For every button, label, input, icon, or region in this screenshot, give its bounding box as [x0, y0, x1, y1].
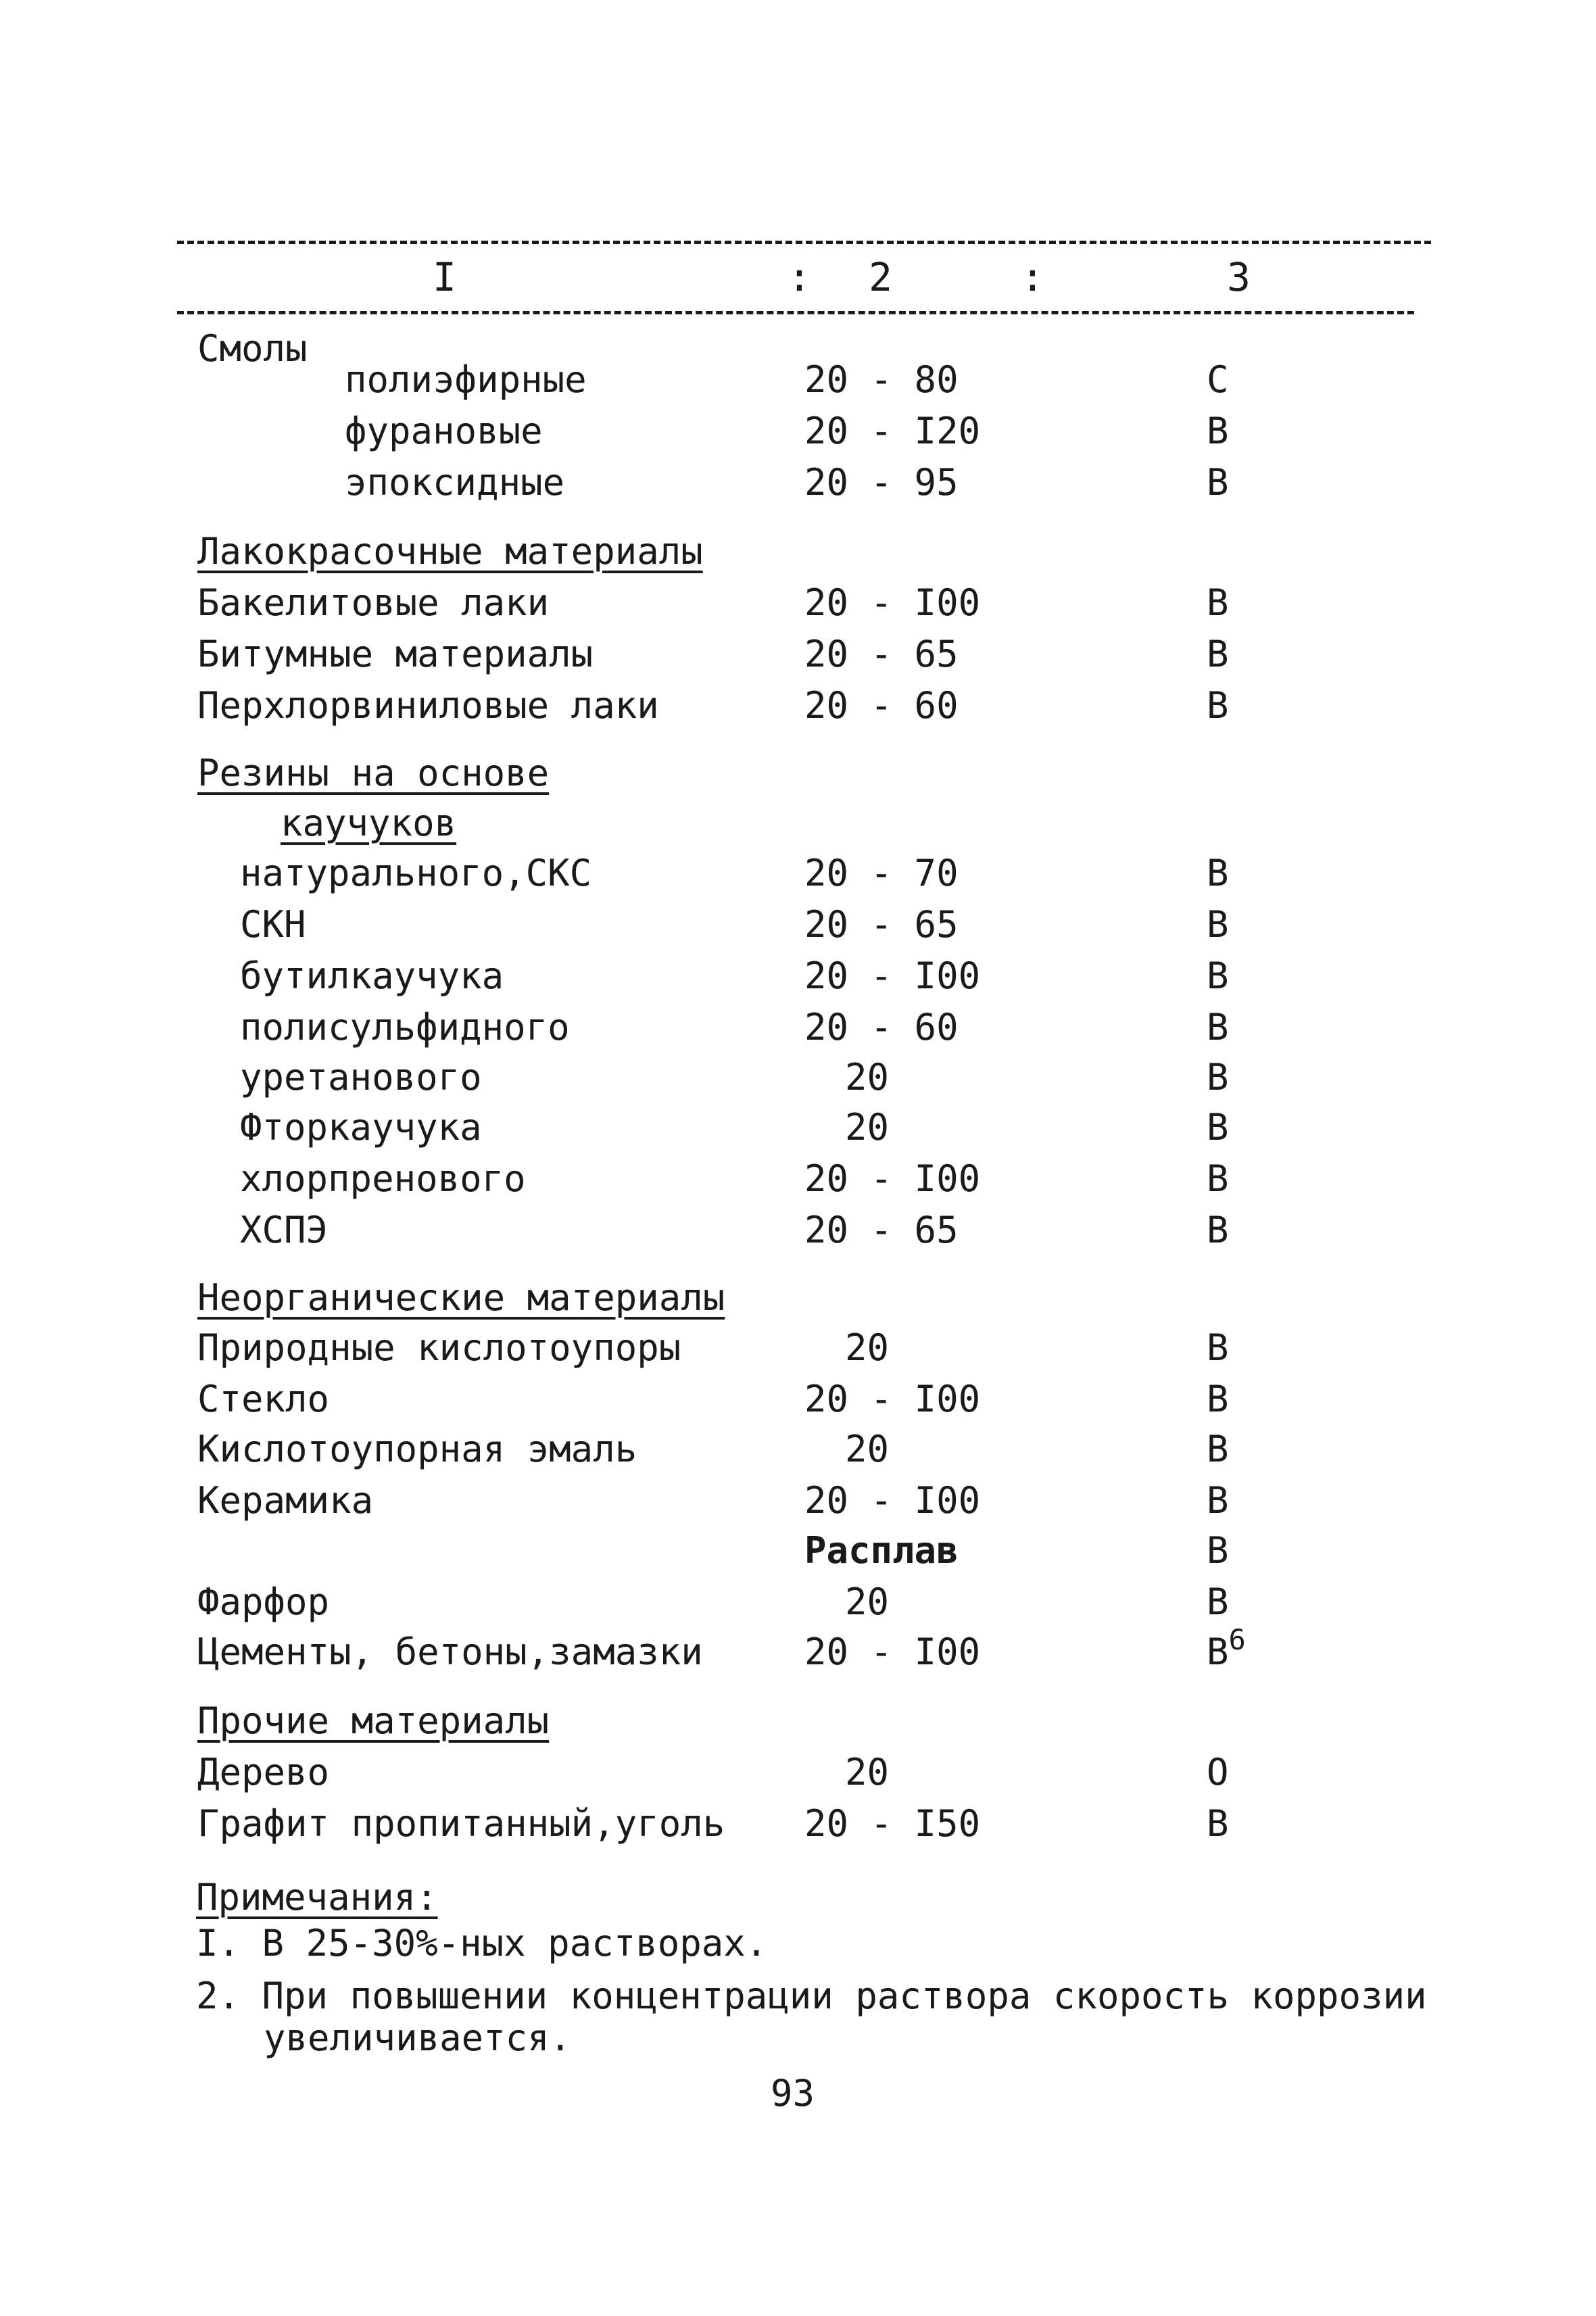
table-row: Графит пропитанный,уголь 20 - I50 В	[197, 1802, 1229, 1845]
table-row: Фторкаучука 20 В	[240, 1106, 1229, 1149]
table-row: Бакелитовые лаки 20 - I00 В	[197, 581, 1229, 624]
table-row: СКН 20 - 65 В	[240, 903, 1229, 946]
footnote-marker: 6	[1228, 1623, 1246, 1656]
rating-value: В	[1207, 1631, 1229, 1673]
header-col2: 2	[869, 254, 892, 300]
table-row: Фарфор 20 В	[197, 1581, 1229, 1623]
header-col1: I	[433, 254, 456, 300]
table-row: Перхлорвиниловые лаки 20 - 60 В	[197, 684, 1229, 727]
table-row: эпоксидные 20 - 95 В	[345, 461, 1229, 504]
table-row: хлорпренового 20 - I00 В	[240, 1157, 1229, 1200]
table-row: фурановые 20 - I20 В	[345, 410, 1229, 452]
table-row: Стекло 20 - I00 В	[197, 1378, 1229, 1420]
page-number: 93	[771, 2072, 815, 2115]
note-item-2: 2. При повышении концентрации раствора скорость коррозии	[196, 1975, 1427, 2017]
table-row: Природные кислотоупоры 20 В	[197, 1326, 1229, 1369]
table-row: Дерево 20 О	[197, 1751, 1229, 1793]
section-title-rubbers-line2: каучуков	[281, 802, 457, 844]
section-title-other: Прочие материалы	[197, 1699, 550, 1742]
table-row: Керамика 20 - I00 В	[197, 1479, 1229, 1522]
section-title-coatings: Лакокрасочные материалы	[197, 530, 703, 573]
table-row: бутилкаучука 20 - I00 В	[240, 955, 1229, 997]
section-title-resins: Смолы	[197, 327, 308, 370]
table-row: полисульфидного 20 - 60 В	[240, 1006, 1229, 1048]
header-sep-2: :	[1021, 254, 1044, 300]
table-header-rule	[177, 311, 1414, 314]
table-top-rule	[177, 241, 1431, 244]
table-row: полиэфирные 20 - 80 С	[345, 358, 1229, 401]
notes-title: Примечания:	[196, 1876, 438, 1919]
table-row: натурального,СКС 20 - 70 В	[240, 852, 1229, 894]
note-item-2-cont: увеличивается.	[264, 2017, 572, 2059]
section-title-inorganic: Неорганические материалы	[197, 1276, 725, 1319]
header-sep-1: :	[788, 254, 811, 300]
header-col3: 3	[1227, 254, 1251, 300]
table-row: ХСПЭ 20 - 65 В	[240, 1209, 1229, 1251]
table-row: уретанового 20 В	[240, 1056, 1229, 1099]
table-row: Битумные материалы 20 - 65 В	[197, 633, 1229, 675]
table-row: Цементы, бетоны,замазки 20 - I00 $В^6$	[197, 1623, 1246, 1673]
section-title-rubbers: Резины на основе	[197, 752, 550, 794]
table-row: Кислотоупорная эмаль 20 В	[197, 1428, 1229, 1470]
note-item-1: I. В 25-30%-ных растворах.	[196, 1922, 768, 1964]
table-row: Расплав В	[804, 1529, 1229, 1572]
